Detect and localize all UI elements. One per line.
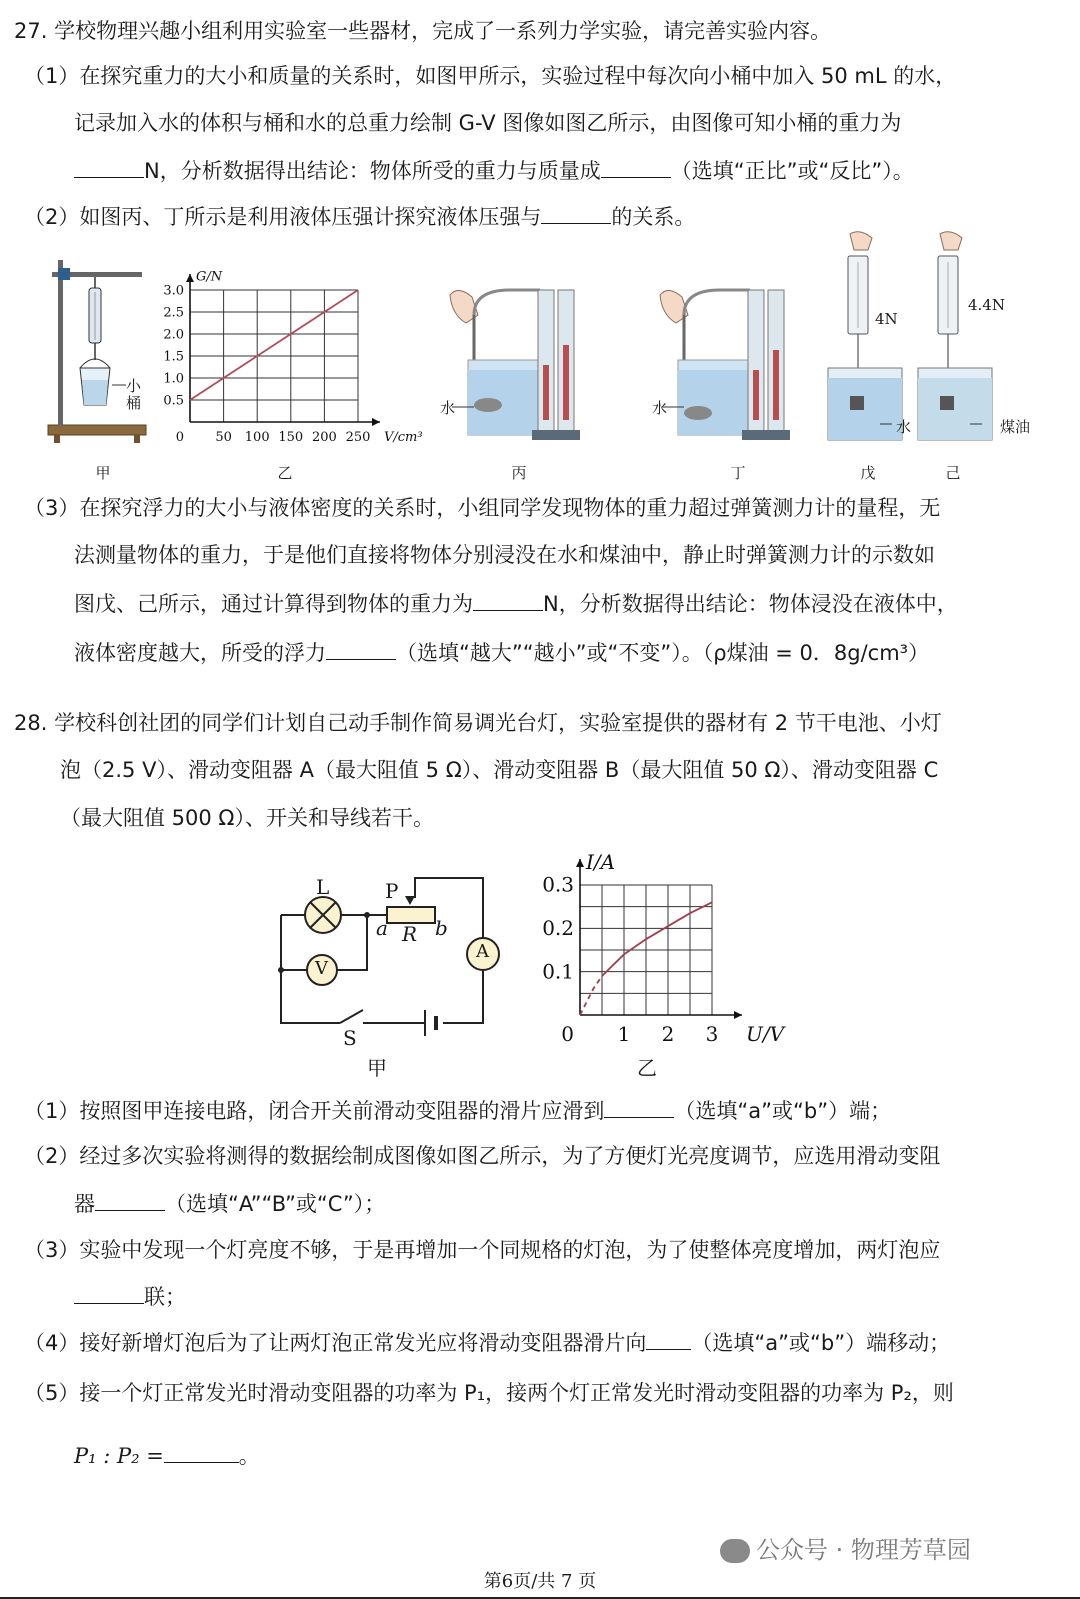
answer-blank[interactable] xyxy=(601,155,671,178)
answer-blank[interactable] xyxy=(95,1188,165,1211)
y-tick-label: 0.2 xyxy=(542,916,574,940)
figure-jia-label: 甲 xyxy=(95,464,111,482)
circuit-label-b: b xyxy=(435,916,448,940)
q28-part5: （5）接一个灯正常发光时滑动变阻器的功率为 P₁，接两个灯正常发光时滑动变阻器的功率为 P₂，则 xyxy=(24,1381,954,1405)
x-tick-label: 250 xyxy=(345,430,371,445)
q28-part4: （4）接好新增灯泡后为了让两灯泡正常发光应将滑动变阻器滑片向 （选填“a”或“b”）端移动； xyxy=(24,1327,950,1358)
q27-part3-line2: 法测量物体的重力，于是他们直接将物体分别浸没在水和煤油中，静止时弹簧测力计的示数如 xyxy=(74,543,935,567)
y-tick-label: 0.5 xyxy=(163,393,184,409)
q27-part3-line4: 液体密度越大，所受的浮力 （选填“越大”“越小”或“不变”）。（ρ煤油 = 0．8g/cm³） xyxy=(74,637,929,668)
y-axis-label: G/N xyxy=(196,269,223,285)
answer-blank[interactable] xyxy=(164,1440,239,1463)
y-tick-label: 3.0 xyxy=(163,283,184,299)
y-axis-arrow xyxy=(576,859,584,867)
water-label-bing: 水 xyxy=(440,399,456,417)
y-tick-label: 0.3 xyxy=(542,872,574,897)
figure-wu-spring-scale xyxy=(820,228,915,448)
reading-ji: 4.4N xyxy=(968,296,1005,314)
page-number: 第6页/共 7 页 xyxy=(483,1571,597,1592)
figure-bing-label: 丙 xyxy=(511,464,527,482)
x-axis-label: U/V xyxy=(746,1022,785,1046)
voltmeter-label: V xyxy=(315,958,328,979)
switch-label: S xyxy=(343,1026,357,1050)
origin-label: 0 xyxy=(561,1022,574,1046)
x-tick-label: 1 xyxy=(617,1022,631,1046)
figure-ji-spring-scale xyxy=(910,228,1005,448)
bucket-label: 小桶 xyxy=(126,377,142,412)
q27-part1-line1: （1）在探究重力的大小和质量的关系时，如图甲所示，实验过程中每次向小桶中加入 50 mL 的水， xyxy=(24,64,957,88)
water-label-wu: 水 xyxy=(896,418,912,436)
q27-part1-line3: N，分析数据得出结论：物体所受的重力与质量成 （选填“正比”或“反比”）。 xyxy=(74,155,914,186)
x-axis-label: V/cm³ xyxy=(384,430,423,445)
x-tick-label: 200 xyxy=(311,430,337,445)
figure-yi-label: 乙 xyxy=(277,464,293,482)
circuit-label-R: R xyxy=(402,922,418,946)
water-label-ding: 水 xyxy=(652,399,668,417)
y-axis-arrow xyxy=(186,274,194,282)
q28-part1: （1）按照图甲连接电路，闭合开关前滑动变阻器的滑片应滑到 （选填“a”或“b”）端； xyxy=(24,1095,891,1126)
y-tick-label: 2.5 xyxy=(163,305,184,321)
x-tick-label: 50 xyxy=(215,430,232,445)
iu-figure-label: 乙 xyxy=(637,1056,657,1080)
wechat-icon xyxy=(720,1539,750,1563)
answer-blank[interactable] xyxy=(473,588,543,611)
figure-wu-label: 戊 xyxy=(860,464,876,482)
x-tick-label: 100 xyxy=(244,430,270,445)
q28-stem-line2: 泡（2.5 V）、滑动变阻器 A（最大阻值 5 Ω）、滑动变阻器 B（最大阻值 50 Ω）、滑动变阻器 C xyxy=(60,758,939,782)
y-axis-label: I/A xyxy=(586,850,616,874)
figure-ding-label: 丁 xyxy=(730,464,746,482)
i-u-chart xyxy=(530,845,800,1055)
circuit-label-L: L xyxy=(316,875,330,899)
y-tick-label: 2.0 xyxy=(163,327,184,343)
q28-part3-line1: （3）实验中发现一个灯亮度不够，于是再增加一个同规格的灯泡，为了使整体亮度增加，两灯泡应 xyxy=(24,1238,941,1262)
x-tick-label: 2 xyxy=(661,1022,675,1046)
series-line xyxy=(190,290,358,400)
q27-part3-line1: （3）在探究浮力的大小与液体密度的关系时，小组同学发现物体的重力超过弹簧测力计的量程，无 xyxy=(24,496,941,520)
q27-stem: 27. 学校物理兴趣小组利用实验室一些器材，完成了一系列力学实验，请完善实验内容。 xyxy=(14,19,832,43)
circuit-figure-label: 甲 xyxy=(367,1056,387,1080)
figure-ji-label: 己 xyxy=(945,464,961,482)
q27-part1-line2: 记录加入水的体积与桶和水的总重力绘制 G-V 图像如图乙所示，由图像可知小桶的重力为 xyxy=(74,111,902,135)
q28-part2-line1: （2）经过多次实验将测得的数据绘制成图像如图乙所示，为了方便灯光亮度调节，应选用滑动变阻 xyxy=(24,1144,941,1168)
q28-part3-line2: 联； xyxy=(74,1281,186,1312)
ammeter-label: A xyxy=(476,941,489,962)
origin-label: 0 xyxy=(175,430,184,445)
x-tick-label: 3 xyxy=(705,1022,719,1046)
y-tick-label: 1.5 xyxy=(163,349,184,365)
q28-part2-line2: 器 （选填“A”“B”或“C”）； xyxy=(74,1188,385,1219)
figure-bing-pressure-gauge xyxy=(440,275,600,445)
circuit-label-P: P xyxy=(385,879,399,903)
q28-part5-ratio: P₁ : P₂ = 。 xyxy=(74,1440,260,1471)
circuit-label-a: a xyxy=(376,916,388,940)
x-tick-label: 150 xyxy=(278,430,304,445)
answer-blank[interactable] xyxy=(646,1327,691,1350)
y-tick-label: 1.0 xyxy=(163,371,184,387)
q27-part2: （2）如图丙、丁所示是利用液体压强计探究液体压强与 的关系。 xyxy=(24,201,695,232)
series-line xyxy=(602,902,712,976)
q28-stem-line1: 28. 学校科创社团的同学们计划自己动手制作简易调光台灯，实验室提供的器材有 2 节干电池、小灯 xyxy=(14,711,942,735)
g-v-chart xyxy=(150,262,430,452)
y-tick-label: 0.1 xyxy=(542,959,574,984)
q28-stem-line3: （最大阻值 500 Ω）、开关和导线若干。 xyxy=(60,806,434,830)
figure-ding-pressure-gauge xyxy=(650,275,810,445)
q27-part3-line3: 图戊、己所示，通过计算得到物体的重力为 N，分析数据得出结论：物体浸没在液体中， xyxy=(74,588,958,619)
reading-wu: 4N xyxy=(875,310,898,328)
answer-blank[interactable] xyxy=(604,1095,674,1118)
answer-blank[interactable] xyxy=(541,201,611,224)
series-line-dashed xyxy=(580,976,602,1015)
answer-blank[interactable] xyxy=(74,1281,144,1304)
x-axis-arrow xyxy=(372,418,380,426)
answer-blank[interactable] xyxy=(74,155,144,178)
figure-jia-apparatus xyxy=(40,250,160,450)
watermark: 公众号 · 物理芳草园 xyxy=(720,1530,971,1565)
kerosene-label: 煤油 xyxy=(1000,418,1031,436)
x-axis-arrow xyxy=(734,1011,742,1019)
answer-blank[interactable] xyxy=(326,637,396,660)
